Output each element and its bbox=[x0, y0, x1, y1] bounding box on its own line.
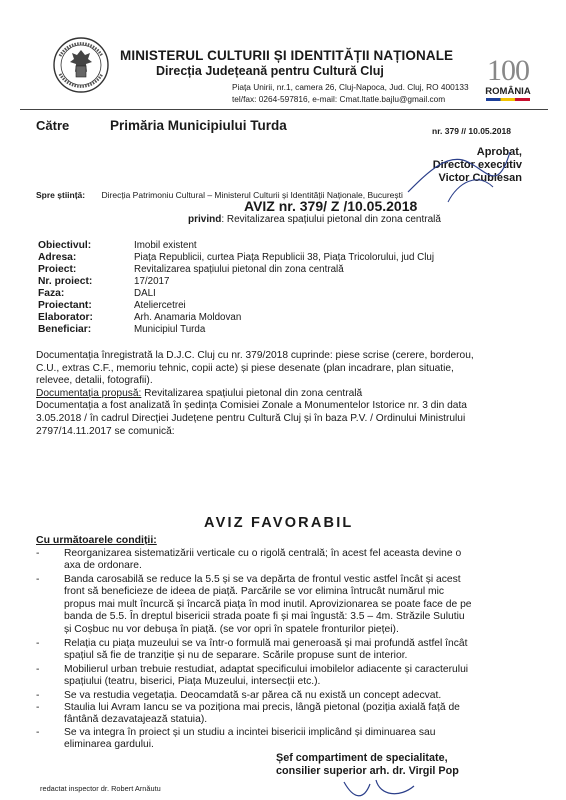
condition-line: Staulia lui Avram Iancu se va poziționa mai precis, lângă pietonal (poziția axială față de bbox=[64, 702, 460, 713]
condition-line: Se va integra în proiect și un studiu a incintei bisericii implicând și diminuarea sau bbox=[64, 727, 436, 738]
condition-line: spațiul să fie de tranziție și nu de separare. Scările propuse sunt de interior. bbox=[64, 650, 408, 662]
centenary-label: ROMÂNIA bbox=[485, 86, 531, 97]
approval-name: Victor Cublesan bbox=[438, 172, 522, 184]
registration-number: nr. 379 // 10.05.2018 bbox=[432, 126, 511, 136]
condition-item bbox=[36, 548, 526, 573]
info-label-beneficiar: Beneficiar: bbox=[38, 324, 92, 335]
ministry-crest-logo bbox=[52, 36, 110, 94]
propusa-label: Documentația propusă: bbox=[36, 387, 142, 399]
header-divider bbox=[20, 109, 548, 110]
romania-centenary-logo bbox=[478, 56, 538, 100]
body-line: relevee, detalii, fotografii). bbox=[36, 375, 153, 387]
aviz-verdict: AVIZ FAVORABIL bbox=[204, 515, 354, 531]
privind-label: privind bbox=[188, 214, 222, 225]
directorate-name: Direcția Județeană pentru Cultură Cluj bbox=[156, 64, 384, 78]
info-value-adresa: Piața Republicii, curtea Piața Republicii 38, Piața Tricolorului, jud Cluj bbox=[134, 252, 435, 263]
info-value-proiect: Revitalizarea spațiului pietonal din zona centrală bbox=[134, 264, 344, 275]
centenary-number: 100 bbox=[487, 54, 529, 87]
condition-line: Relația cu piața muzeului se va într-o formulă mai generoasă și mai profundă astfel încât bbox=[64, 638, 468, 649]
condition-line: axa de ordonare. bbox=[64, 560, 142, 572]
condition-bullet: - bbox=[36, 548, 40, 559]
condition-line: și Coșbuc nu vor debușa în piață. (se vor opri în spatele fronturilor pieței). bbox=[64, 623, 399, 635]
condition-line: propus mai mult încurcă și încarcă piața în mod inutil. Aprovizionarea se poate face de pe bbox=[64, 598, 472, 610]
body-line: 3.05.2018 / în cadrul Direcției Județene pentru Cultură Cluj și în baza P.V. / Ordinului Ministrului bbox=[36, 412, 466, 424]
condition-bullet: - bbox=[36, 702, 40, 713]
body-line-propusa bbox=[36, 388, 516, 401]
body-line: 2797/14.11.2017 se comunică: bbox=[36, 425, 175, 437]
condition-bullet: - bbox=[36, 690, 40, 701]
propusa-text: Revitalizarea spațiului pietonal din zona centrală bbox=[141, 387, 363, 399]
virgil-pop-signature bbox=[340, 776, 420, 800]
condition-line: fântână dezavatajează statuia). bbox=[64, 714, 208, 726]
condition-item bbox=[36, 702, 526, 727]
body-line: C.U., extras C.F., memoriu tehnic, copii acte) și piese desenate (plan incadrare, plan situatie, bbox=[36, 362, 454, 374]
info-label-nr-proiect: Nr. proiect: bbox=[38, 276, 93, 287]
condition-line: spațiului (teatru, biserici, Piața Muzeului, intersecții etc.). bbox=[64, 676, 321, 688]
condition-item bbox=[36, 638, 526, 663]
director-signature bbox=[398, 132, 518, 206]
info-value-beneficiar: Municipiul Turda bbox=[134, 324, 206, 335]
condition-line: eliminarea gardului. bbox=[64, 739, 154, 751]
info-label-elaborator: Elaborator: bbox=[38, 312, 93, 323]
info-label-adresa: Adresa: bbox=[38, 252, 77, 263]
recipient-name: Primăria Municipiului Turda bbox=[110, 118, 287, 133]
documentation-paragraph bbox=[36, 350, 516, 438]
conditions-title: Cu următoarele condiții: bbox=[36, 534, 157, 546]
signature-title: Șef compartiment de specialitate, bbox=[276, 752, 448, 764]
body-line: Documentația a fost analizată în ședința Comisiei Zonale a Monumentelor Istorice nr. 3 din data bbox=[36, 400, 467, 412]
condition-line: Banda carosabilă se reduce la 5.5 și se va depărta de frontul vestic astfel încât și acest bbox=[64, 574, 461, 585]
approval-title: Director executiv bbox=[432, 159, 522, 171]
condition-line: Mobilierul urban trebuie restudiat, adaptat specificului imobilelor adiacente și caracterului bbox=[64, 664, 469, 675]
privind-text: : Revitalizarea spațiului pietonal din zona centrală bbox=[221, 214, 441, 225]
info-value-proiectant: Ateliercetrei bbox=[134, 300, 186, 311]
signature-name: consilier superior arh. dr. Virgil Pop bbox=[276, 765, 459, 777]
spre-stiinta-text: Direcția Patrimoniu Cultural – Ministerul Culturii și Identității Naționale, București bbox=[101, 190, 403, 200]
condition-item bbox=[36, 664, 526, 689]
header-address: Piața Unirii, nr.1, camera 26, Cluj-Napoca, Jud. Cluj, RO 400133 bbox=[232, 82, 469, 92]
condition-bullet: - bbox=[36, 638, 40, 649]
flag-stripe bbox=[486, 98, 530, 101]
info-value-elaborator: Arh. Anamaria Moldovan bbox=[134, 312, 242, 323]
recipient-label: Către bbox=[36, 118, 70, 133]
condition-item bbox=[36, 690, 526, 702]
spre-stiinta-label: Spre știință: bbox=[36, 190, 86, 200]
condition-line: banda de 5.5. În dreptul bisericii strada poate fi și mai îngustă: 3.5 – 4m. Străzile Sulutiu bbox=[64, 611, 465, 623]
body-line: Documentația înregistrată la D.J.C. Cluj cu nr. 379/2018 cuprinde: piese scrise (cerere, borderou, bbox=[36, 350, 474, 361]
info-value-faza: DALI bbox=[134, 288, 156, 299]
info-label-obiectiv: Obiectivul: bbox=[38, 240, 92, 251]
condition-line: front să beneficieze de ideea de piață. Parcările se vor elimina întrucât numărul mic bbox=[64, 586, 445, 598]
header-contact: tel/fax: 0264-597816, e-mail: Cmat.ltatle.bajlu@gmail.com bbox=[232, 94, 446, 104]
condition-bullet: - bbox=[36, 574, 40, 585]
redactat-note: redactat inspector dr. Robert Arnăutu bbox=[40, 784, 161, 793]
condition-item bbox=[36, 727, 526, 752]
info-label-faza: Faza: bbox=[38, 288, 65, 299]
aviz-subject bbox=[188, 214, 441, 225]
condition-bullet: - bbox=[36, 664, 40, 675]
condition-line: Se va restudia vegetația. Deocamdată s-ar părea că nu există un concept adecvat. bbox=[64, 690, 442, 701]
condition-line: Reorganizarea sistematizării verticale cu o rigolă centrală; în acest fel aceasta devine o bbox=[64, 548, 462, 559]
aviz-number: AVIZ nr. 379/ Z /10.05.2018 bbox=[244, 198, 418, 214]
info-value-obiectiv: Imobil existent bbox=[134, 240, 197, 251]
condition-bullet: - bbox=[36, 727, 40, 738]
approval-line-1: Aprobat, bbox=[476, 146, 522, 158]
info-label-proiect: Proiect: bbox=[38, 264, 77, 275]
condition-item bbox=[36, 574, 526, 636]
info-value-nr-proiect: 17/2017 bbox=[134, 276, 170, 287]
ministry-name: MINISTERUL CULTURII ȘI IDENTITĂȚII NAȚIONALE bbox=[120, 48, 454, 63]
info-label-proiectant: Proiectant: bbox=[38, 300, 92, 311]
